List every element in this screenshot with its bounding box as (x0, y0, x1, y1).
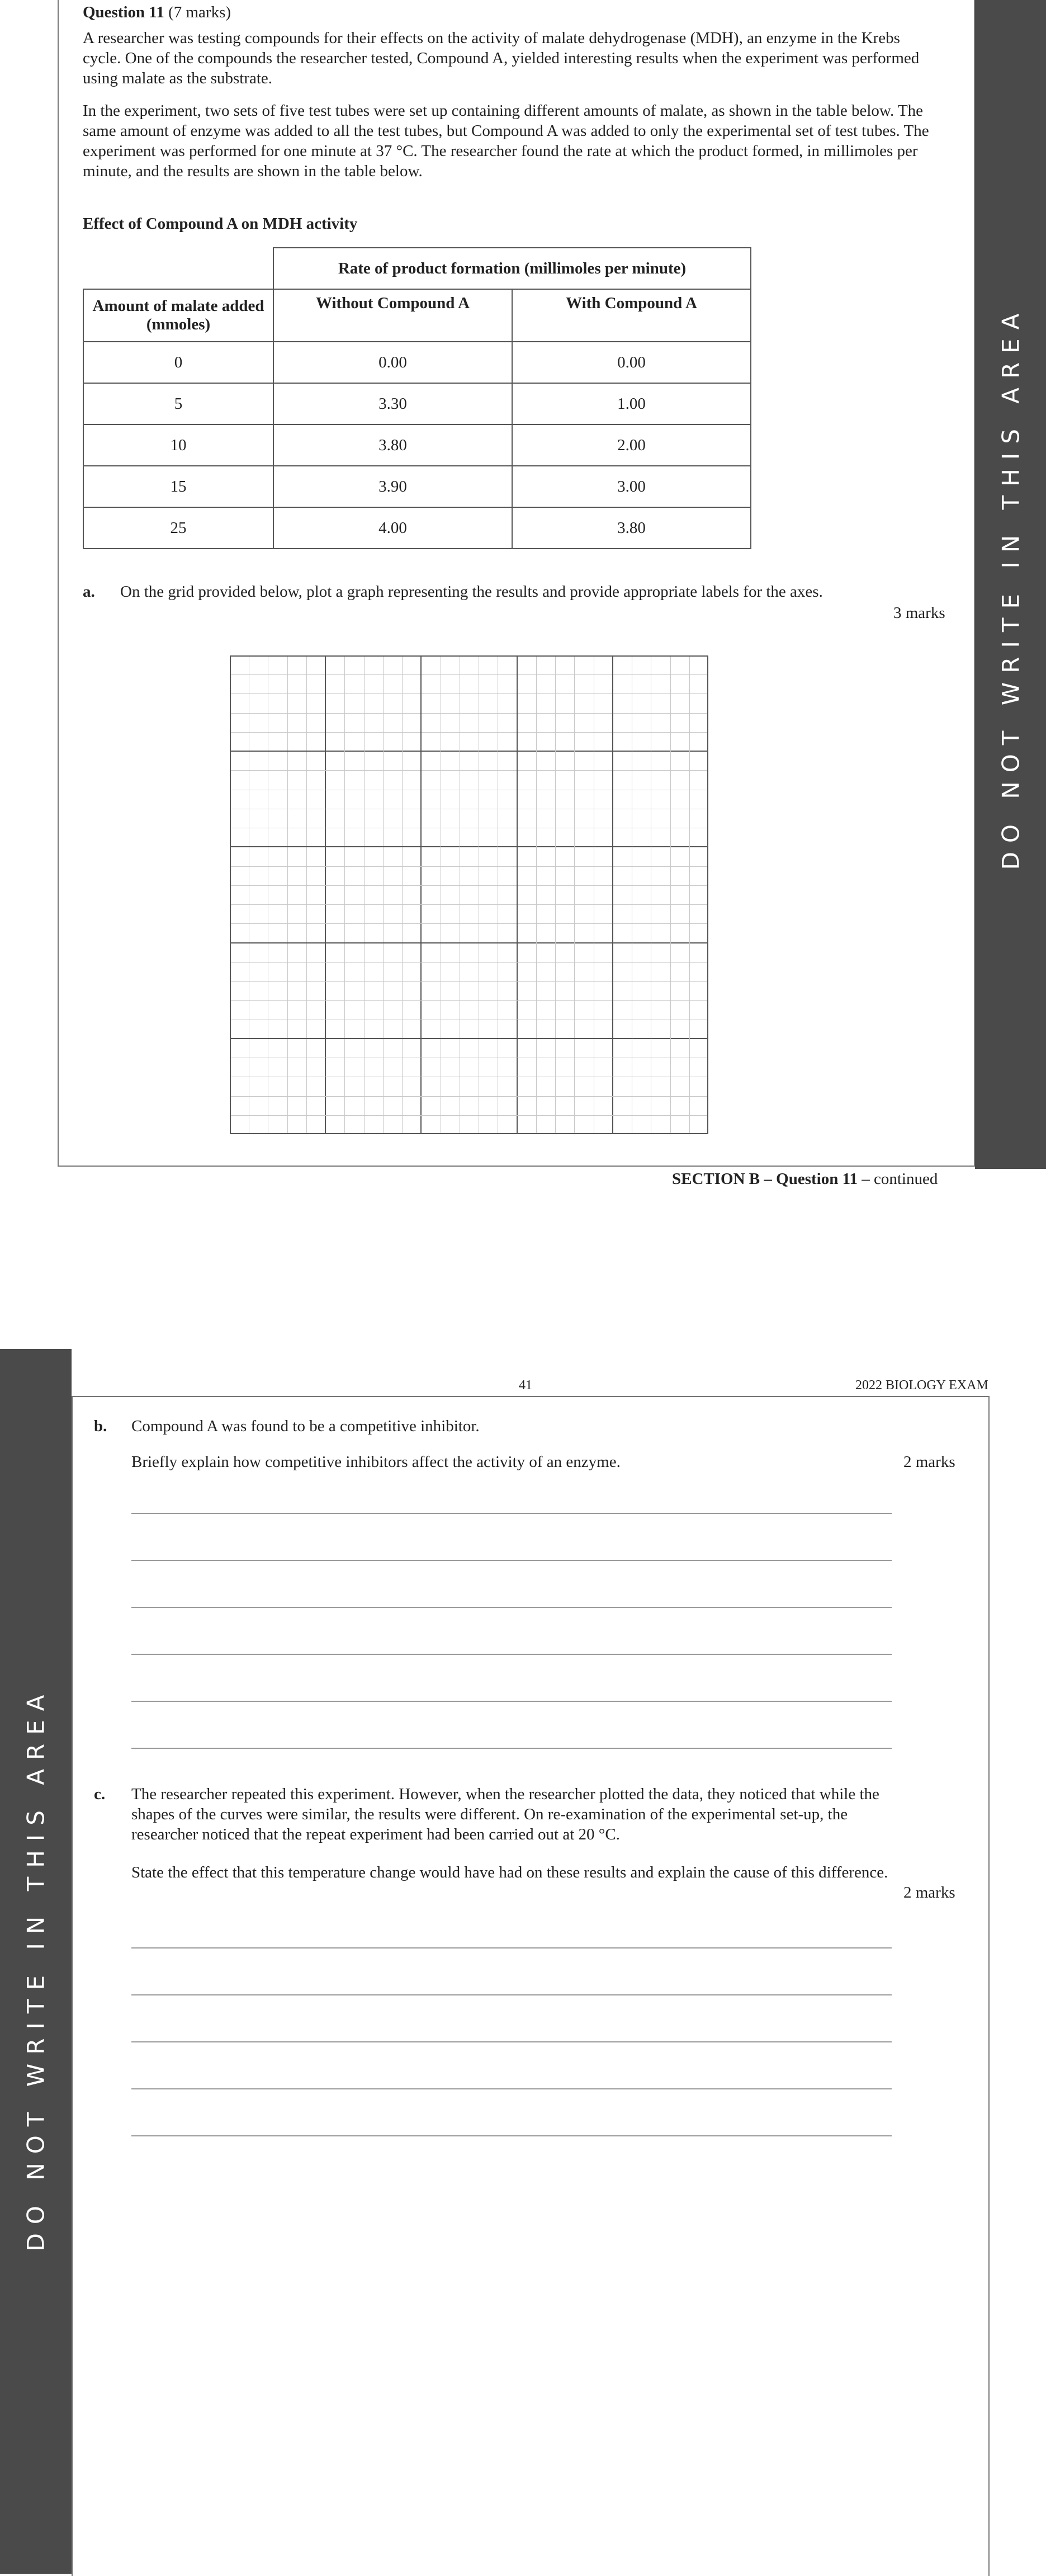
graph-grid-svg (230, 655, 708, 1134)
question-marks: (7 marks) (168, 3, 231, 21)
table-cell: 2.00 (512, 424, 751, 466)
table-row (83, 507, 751, 549)
table-col3-header: With Compound A (512, 289, 751, 342)
answer-line[interactable] (131, 1513, 892, 1514)
part-b-line1: Compound A was found to be a competitive inhibitor. (131, 1417, 480, 1435)
part-a-marks: 3 marks (893, 604, 945, 622)
answer-line[interactable] (131, 1654, 892, 1655)
footer-continued: – continued (857, 1170, 938, 1188)
question-heading (83, 2, 231, 22)
continued-footer (672, 1169, 938, 1189)
table-row (83, 424, 751, 466)
table-cell: 3.30 (273, 383, 512, 424)
part-b-label: b. (94, 1417, 107, 1435)
answer-line[interactable] (131, 2041, 892, 2042)
table-title: Effect of Compound A on MDH activity (83, 215, 358, 233)
part-c-marks: 2 marks (903, 1884, 955, 1902)
footer-section: SECTION B – Question 11 (672, 1170, 858, 1188)
results-table-wrap (83, 247, 751, 549)
part-b-marks: 2 marks (903, 1453, 955, 1471)
results-table (83, 247, 751, 549)
table-empty-corner (83, 248, 273, 289)
answer-line[interactable] (131, 1748, 892, 1749)
answer-line[interactable] (131, 1947, 892, 1948)
part-a-text: On the grid provided below, plot a graph representing the results and provide appropriate labels for the axes. (120, 583, 823, 601)
part-c-label: c. (94, 1785, 106, 1803)
do-not-write-text: DO NOT WRITE IN THIS AREA (22, 1686, 50, 2252)
right-margin-sidebar (975, 0, 1046, 1169)
do-not-write-text: DO NOT WRITE IN THIS AREA (997, 304, 1025, 870)
part-c-paragraph1: The researcher repeated this experiment. However, when the researcher plotted the data, they noticed that while the shapes of the curves were similar, the results were different. On re-examination of the experimental set-up, the researcher noticed that the repeat experiment had been carried out at 20 °C. (131, 1785, 879, 1843)
part-c-paragraph2: State the effect that this temperature change would have had on these results and explain the cause of this difference. (131, 1863, 888, 1881)
table-cell: 0.00 (512, 342, 751, 383)
table-col2-header: Without Compound A (273, 289, 512, 342)
table-cell: 3.90 (273, 466, 512, 507)
table-cell: 0 (83, 342, 273, 383)
answer-line[interactable] (131, 1701, 892, 1702)
answer-line[interactable] (131, 2135, 892, 2136)
table-row (83, 466, 751, 507)
answer-line[interactable] (131, 2088, 892, 2089)
table-cell: 25 (83, 507, 273, 549)
grid-border (230, 656, 708, 1134)
exam-name: 2022 BIOLOGY EXAM (855, 1378, 988, 1393)
part-a-label: a. (83, 583, 95, 601)
answer-line[interactable] (131, 1607, 892, 1608)
table-cell: 15 (83, 466, 273, 507)
page2-frame (72, 1396, 990, 2576)
part-b-line2: Briefly explain how competitive inhibitors affect the activity of an enzyme. (131, 1453, 621, 1471)
table-cell: 3.00 (512, 466, 751, 507)
table-col1-header: Amount of malate added (mmoles) (83, 289, 273, 342)
table-group-header: Rate of product formation (millimoles per minute) (273, 248, 751, 289)
table-row (83, 383, 751, 424)
page-number: 41 (519, 1378, 532, 1393)
table-cell: 3.80 (273, 424, 512, 466)
table-cell: 10 (83, 424, 273, 466)
intro-paragraph: A researcher was testing compounds for their effects on the activity of malate dehydrogenase (MDH), an enzyme in the Krebs cycle. One of the compounds the researcher tested, Compound A, yielded interesting results when the experiment was performed using malate as the substrate. (83, 29, 920, 87)
question-title: Question 11 (83, 3, 164, 21)
table-cell: 5 (83, 383, 273, 424)
answer-line[interactable] (131, 1994, 892, 1995)
answer-line[interactable] (131, 1560, 892, 1561)
table-cell: 3.80 (512, 507, 751, 549)
table-row (83, 342, 751, 383)
left-margin-sidebar (0, 1349, 72, 2574)
method-paragraph: In the experiment, two sets of five test tubes were set up containing different amounts of malate, as shown in the table below. The same amount of enzyme was added to all the test tubes, but Compound A was added to only the experimental set of test tubes. The experiment was performed for one minute at 37 °C. The researcher found the rate at which the product formed, in millimoles per minute, and the results are shown in the table below. (83, 102, 929, 180)
table-cell: 1.00 (512, 383, 751, 424)
table-cell: 4.00 (273, 507, 512, 549)
table-cell: 0.00 (273, 342, 512, 383)
graph-grid[interactable] (230, 655, 708, 1134)
